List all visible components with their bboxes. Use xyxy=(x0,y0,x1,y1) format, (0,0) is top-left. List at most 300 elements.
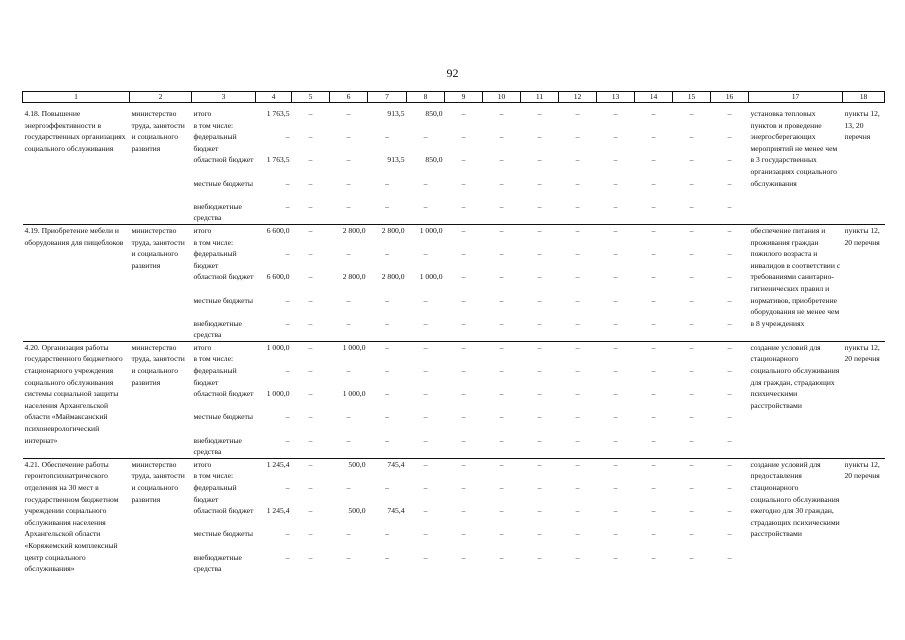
value-cell: – xyxy=(613,132,618,142)
column-header-17: 17 xyxy=(749,92,843,103)
value-cell: – xyxy=(727,132,732,142)
value-column-14 xyxy=(635,108,673,224)
value-cell: – xyxy=(308,506,313,516)
value-cell: – xyxy=(575,295,580,305)
value-cell: – xyxy=(727,412,732,422)
value-cell: – xyxy=(537,295,542,305)
value-cell: – xyxy=(499,459,504,469)
funding-source-label: федеральный бюджет xyxy=(193,366,237,387)
value-column-16 xyxy=(711,108,749,224)
column-header-8: 8 xyxy=(407,92,445,103)
value-cell: – xyxy=(537,435,542,445)
funding-source-label: внебюджетные средства xyxy=(193,318,242,340)
value-cell: – xyxy=(575,366,580,376)
value-cell: 745,4 xyxy=(387,459,405,469)
value-column-9 xyxy=(445,341,483,458)
value-cell: – xyxy=(575,178,580,188)
column-header-15: 15 xyxy=(673,92,711,103)
value-cell: – xyxy=(346,552,351,562)
value-column-5 xyxy=(292,108,330,224)
value-cell: – xyxy=(613,155,618,165)
value-cell: – xyxy=(308,295,313,305)
value-cell: – xyxy=(499,132,504,142)
value-cell: – xyxy=(346,412,351,422)
value-cell: – xyxy=(575,435,580,445)
value-cell: – xyxy=(385,318,389,328)
funding-source-label: местные бюджеты xyxy=(193,529,253,539)
value-cell: 1 000,0 xyxy=(342,389,366,399)
value-column-4 xyxy=(256,341,292,458)
value-cell: – xyxy=(575,225,580,235)
value-cell: 1 000,0 xyxy=(419,272,443,282)
value-cell: – xyxy=(423,342,428,352)
value-cell: – xyxy=(727,272,732,282)
value-cell: – xyxy=(499,366,504,376)
value-column-15 xyxy=(673,458,711,574)
value-cell: – xyxy=(285,132,290,142)
value-cell: – xyxy=(537,155,542,165)
value-cell: – xyxy=(575,552,580,562)
funding-sources xyxy=(192,108,256,224)
value-cell: 850,0 xyxy=(425,155,443,165)
value-cell: – xyxy=(689,483,694,492)
value-cell: – xyxy=(308,155,313,165)
value-cell: – xyxy=(423,295,428,305)
value-column-11 xyxy=(521,458,559,574)
value-cell: – xyxy=(423,435,428,445)
reference: пункты 12, 20 перечня xyxy=(843,341,885,458)
measure-name: 4.21. Обеспечение работы геронтопсихиатрического отделения на 30 мест в государственном бюджетном учреждении социального обслуживания населения Архангельской области «Коряжемский комплексный центр социального обслуживания» xyxy=(24,459,119,574)
column-header-2: 2 xyxy=(130,92,192,103)
value-cell: – xyxy=(575,506,580,516)
value-cell: – xyxy=(575,342,580,352)
value-column-10 xyxy=(483,224,521,341)
value-cell: – xyxy=(651,225,656,235)
value-column-15 xyxy=(673,341,711,458)
reference: пункты 12, 20 перечня xyxy=(843,224,885,341)
value-cell: 2 800,0 xyxy=(381,225,405,235)
value-cell: – xyxy=(537,132,542,142)
value-cell: – xyxy=(613,552,618,562)
value-cell: – xyxy=(689,529,694,539)
measure-name: 4.20. Организация работы государственного бюджетного стационарного учреждения социального обслуживания системы социальной защиты населения Архангельской области «Маймаксанский психоневрологический интернат» xyxy=(23,341,130,458)
funding-source-label: итого в том числе: xyxy=(193,109,234,130)
value-cell: – xyxy=(727,459,732,469)
value-column-16 xyxy=(711,458,749,574)
value-cell: – xyxy=(499,483,504,492)
funding-sources xyxy=(192,341,256,458)
value-cell: 1 763,5 xyxy=(266,155,290,165)
value-cell: – xyxy=(689,435,694,445)
value-cell: – xyxy=(613,225,618,235)
value-cell: – xyxy=(285,366,290,376)
value-cell: – xyxy=(537,109,542,118)
value-cell: – xyxy=(537,412,542,422)
value-cell: – xyxy=(346,132,351,142)
column-header-13: 13 xyxy=(597,92,635,103)
value-cell: – xyxy=(689,132,694,142)
funding-source-label: местные бюджеты xyxy=(193,295,253,305)
value-cell: – xyxy=(499,155,504,165)
value-cell: – xyxy=(423,249,428,259)
value-cell: – xyxy=(423,552,428,562)
value-cell: – xyxy=(308,435,313,445)
value-cell: – xyxy=(461,249,466,259)
executor: министерство труда, занятости и социального развития xyxy=(131,459,185,504)
value-column-14 xyxy=(635,458,673,574)
value-cell: – xyxy=(385,295,389,305)
value-cell: – xyxy=(575,318,580,328)
value-cell: – xyxy=(727,201,732,211)
value-column-5 xyxy=(292,224,330,341)
column-header-3: 3 xyxy=(192,92,256,103)
value-column-7 xyxy=(368,341,407,458)
value-cell: – xyxy=(613,178,618,188)
value-cell: – xyxy=(537,529,542,539)
funding-source-label: внебюджетные средства xyxy=(193,435,242,457)
value-cell: – xyxy=(285,201,290,211)
value-cell: – xyxy=(651,435,656,445)
expected-result: установка тепловых пунктов и проведение энергосберегающих мероприятий не менее чем в 3 государственных организациях социального обслуживания xyxy=(749,108,843,224)
value-cell: – xyxy=(651,295,656,305)
value-column-15 xyxy=(673,224,711,341)
value-cell: – xyxy=(285,318,290,328)
value-cell: – xyxy=(613,201,618,211)
value-cell: – xyxy=(461,318,466,328)
value-column-6 xyxy=(330,224,368,341)
column-header-14: 14 xyxy=(635,92,673,103)
value-cell: – xyxy=(537,389,542,399)
measure-name: 4.19. Приобретение мебели и оборудования для пищеблоков xyxy=(23,224,130,341)
value-cell: – xyxy=(499,318,504,328)
value-column-10 xyxy=(483,108,521,224)
value-cell: – xyxy=(346,366,351,376)
value-cell: – xyxy=(727,109,732,118)
value-cell: – xyxy=(499,225,504,235)
value-cell: – xyxy=(651,552,656,562)
value-column-13 xyxy=(597,224,635,341)
value-column-11 xyxy=(521,341,559,458)
value-cell: – xyxy=(613,529,618,539)
value-cell: – xyxy=(651,483,656,492)
value-cell: – xyxy=(651,178,656,188)
value-cell: – xyxy=(727,529,732,539)
value-cell: – xyxy=(613,249,618,259)
column-header-5: 5 xyxy=(292,92,330,103)
value-cell: – xyxy=(385,342,389,352)
value-cell: – xyxy=(537,318,542,328)
funding-source-label: итого в том числе: xyxy=(193,459,234,481)
value-cell: – xyxy=(499,295,504,305)
value-cell: – xyxy=(499,201,504,211)
value-cell: – xyxy=(651,249,656,259)
value-cell: – xyxy=(689,201,694,211)
value-cell: – xyxy=(651,342,656,352)
value-cell: – xyxy=(346,109,351,118)
value-cell: – xyxy=(308,552,313,562)
value-cell: – xyxy=(385,412,389,422)
value-cell: – xyxy=(346,249,351,259)
value-cell: – xyxy=(385,435,389,445)
value-cell: – xyxy=(461,155,466,165)
value-cell: – xyxy=(423,506,428,516)
funding-source-label: внебюджетные средства xyxy=(193,552,242,574)
value-column-15 xyxy=(673,108,711,224)
value-column-5 xyxy=(292,458,330,574)
value-cell: – xyxy=(285,178,290,188)
value-cell: – xyxy=(285,412,290,422)
value-cell: – xyxy=(727,342,732,352)
value-column-9 xyxy=(445,458,483,574)
column-header-12: 12 xyxy=(559,92,597,103)
value-cell: 500,0 xyxy=(348,506,366,516)
value-cell: – xyxy=(537,506,542,516)
value-cell: – xyxy=(499,272,504,282)
value-cell: – xyxy=(727,552,732,562)
value-cell: – xyxy=(727,155,732,165)
value-cell: – xyxy=(575,155,580,165)
value-column-13 xyxy=(597,341,635,458)
value-cell: – xyxy=(308,249,313,259)
funding-source-label: местные бюджеты xyxy=(193,178,253,188)
column-header-6: 6 xyxy=(330,92,368,103)
value-cell: – xyxy=(461,529,466,539)
value-cell: – xyxy=(537,342,542,352)
value-cell: 2 800,0 xyxy=(381,272,405,282)
value-cell: – xyxy=(499,178,504,188)
value-cell: – xyxy=(423,178,428,188)
value-cell: – xyxy=(689,272,694,282)
value-cell: – xyxy=(689,366,694,376)
value-cell: – xyxy=(346,295,351,305)
value-column-13 xyxy=(597,458,635,574)
value-cell: – xyxy=(308,412,313,422)
value-cell: – xyxy=(727,435,732,445)
value-cell: – xyxy=(308,178,313,188)
value-cell: – xyxy=(461,506,466,516)
value-cell: – xyxy=(613,295,618,305)
value-cell: – xyxy=(423,459,428,469)
column-header-7: 7 xyxy=(368,92,407,103)
value-cell: – xyxy=(385,483,389,492)
value-cell: – xyxy=(385,552,389,562)
value-cell: – xyxy=(537,272,542,282)
value-cell: 500,0 xyxy=(348,459,366,469)
executor: министерство труда, занятости и социального развития xyxy=(130,108,192,224)
value-cell: – xyxy=(423,132,428,142)
funding-source-label: федеральный бюджет xyxy=(193,483,237,504)
value-cell: – xyxy=(423,366,428,376)
value-cell: – xyxy=(285,552,290,562)
value-cell: – xyxy=(575,412,580,422)
value-cell: – xyxy=(575,529,580,539)
value-cell: – xyxy=(461,389,466,399)
value-cell: – xyxy=(461,459,466,469)
value-cell: – xyxy=(461,178,466,188)
value-cell: – xyxy=(575,389,580,399)
value-cell: – xyxy=(499,342,504,352)
value-cell: – xyxy=(689,109,694,118)
value-cell: – xyxy=(651,109,656,118)
value-cell: – xyxy=(537,201,542,211)
value-cell: – xyxy=(499,249,504,259)
value-cell: 6 600,0 xyxy=(266,225,290,235)
value-cell: – xyxy=(689,412,694,422)
value-cell: – xyxy=(461,109,466,118)
value-cell: 1 000,0 xyxy=(342,342,366,352)
funding-source-label: федеральный бюджет xyxy=(193,132,237,153)
value-column-10 xyxy=(483,458,521,574)
reference: пункты 12, 20 перечня xyxy=(844,459,880,481)
value-cell: – xyxy=(651,155,656,165)
value-column-11 xyxy=(521,224,559,341)
value-cell: 913,5 xyxy=(387,109,405,118)
value-column-6 xyxy=(330,341,368,458)
value-cell: – xyxy=(613,109,618,118)
value-column-16 xyxy=(711,224,749,341)
value-cell: – xyxy=(285,483,290,492)
value-cell: – xyxy=(346,529,351,539)
value-cell: – xyxy=(308,132,313,142)
value-cell: – xyxy=(285,529,290,539)
value-cell: – xyxy=(651,201,656,211)
value-column-12 xyxy=(559,108,597,224)
funding-sources xyxy=(192,224,256,341)
value-cell: – xyxy=(651,506,656,516)
funding-source-label: федеральный бюджет xyxy=(193,249,237,270)
value-cell: – xyxy=(651,132,656,142)
value-cell: – xyxy=(385,366,389,376)
value-cell: 1 000,0 xyxy=(266,389,290,399)
value-cell: – xyxy=(461,132,466,142)
page-number: 92 xyxy=(446,66,459,80)
value-cell: – xyxy=(651,318,656,328)
executor: министерство труда, занятости и социального развития xyxy=(130,224,192,341)
measure-row xyxy=(23,224,885,341)
funding-source-label: областной бюджет xyxy=(193,155,254,165)
value-column-4 xyxy=(256,108,292,224)
value-cell: – xyxy=(308,459,313,469)
value-cell: – xyxy=(346,178,351,188)
value-cell: – xyxy=(499,506,504,516)
value-cell: – xyxy=(689,225,694,235)
value-cell: – xyxy=(308,529,313,539)
value-cell: – xyxy=(461,412,466,422)
value-cell: – xyxy=(689,155,694,165)
value-column-12 xyxy=(559,458,597,574)
value-cell: – xyxy=(461,295,466,305)
expected-result: создание условий для предоставления стационарного социального обслуживания ежегодно для 30 граждан, страдающих психическими расстройствами xyxy=(750,459,840,539)
funding-source-label: областной бюджет xyxy=(193,506,254,516)
value-cell: – xyxy=(308,342,313,352)
value-cell: – xyxy=(727,389,732,399)
value-cell: – xyxy=(689,249,694,259)
value-cell: 1 245,4 xyxy=(266,506,290,516)
value-cell: – xyxy=(308,201,313,211)
value-cell: – xyxy=(537,366,542,376)
value-cell: – xyxy=(727,178,732,188)
value-cell: – xyxy=(727,483,732,492)
value-cell: – xyxy=(285,295,290,305)
value-cell: 6 600,0 xyxy=(266,272,290,282)
value-cell: – xyxy=(308,318,313,328)
column-number-header xyxy=(23,92,885,103)
value-cell: – xyxy=(689,459,694,469)
value-cell: – xyxy=(499,109,504,118)
value-cell: 913,5 xyxy=(387,155,405,165)
value-cell: – xyxy=(651,272,656,282)
value-cell: – xyxy=(308,389,313,399)
value-cell: 1 000,0 xyxy=(266,342,290,352)
value-cell: – xyxy=(346,483,351,492)
value-cell: – xyxy=(613,483,618,492)
value-cell: – xyxy=(651,459,656,469)
value-column-13 xyxy=(597,108,635,224)
value-cell: – xyxy=(346,318,351,328)
executor: министерство труда, занятости и социального развития xyxy=(130,341,192,458)
value-cell: – xyxy=(423,412,428,422)
value-cell: – xyxy=(346,155,351,165)
value-cell: – xyxy=(689,506,694,516)
value-cell: – xyxy=(461,552,466,562)
measure-name: 4.18. Повышение энергоэффективности в государственных организациях социального обслуживания xyxy=(23,108,130,224)
value-column-7 xyxy=(368,458,407,574)
value-cell: – xyxy=(537,483,542,492)
value-cell: – xyxy=(727,318,732,328)
value-cell: – xyxy=(461,366,466,376)
funding-source-label: итого в том числе: xyxy=(193,225,234,247)
measure-row xyxy=(23,341,885,458)
value-column-6 xyxy=(330,108,368,224)
value-column-7 xyxy=(368,108,407,224)
value-column-8 xyxy=(407,108,445,224)
value-column-9 xyxy=(445,108,483,224)
value-cell: 850,0 xyxy=(425,109,443,118)
value-cell: – xyxy=(461,201,466,211)
value-cell: – xyxy=(727,249,732,259)
value-column-8 xyxy=(407,458,445,574)
value-cell: – xyxy=(613,272,618,282)
value-cell: – xyxy=(537,459,542,469)
value-cell: – xyxy=(613,412,618,422)
value-cell: – xyxy=(499,529,504,539)
value-cell: – xyxy=(423,483,428,492)
value-cell: – xyxy=(537,225,542,235)
value-cell: – xyxy=(285,435,290,445)
value-cell: – xyxy=(499,435,504,445)
value-cell: – xyxy=(575,272,580,282)
value-cell: – xyxy=(308,366,313,376)
column-header-9: 9 xyxy=(445,92,483,103)
value-cell: – xyxy=(575,249,580,259)
value-cell: 2 800,0 xyxy=(342,272,366,282)
funding-source-label: областной бюджет xyxy=(193,389,254,399)
value-column-4 xyxy=(256,458,292,574)
value-cell: 1 000,0 xyxy=(419,225,443,235)
value-cell: – xyxy=(727,295,732,305)
value-cell: – xyxy=(651,412,656,422)
value-column-7 xyxy=(368,224,407,341)
value-cell: – xyxy=(308,225,313,235)
value-cell: – xyxy=(308,272,313,282)
value-cell: – xyxy=(575,109,580,118)
value-cell: – xyxy=(727,225,732,235)
value-column-6 xyxy=(330,458,368,574)
value-cell: 745,4 xyxy=(387,506,405,516)
value-cell: – xyxy=(689,552,694,562)
measure-row xyxy=(23,458,885,574)
value-cell: – xyxy=(613,366,618,376)
